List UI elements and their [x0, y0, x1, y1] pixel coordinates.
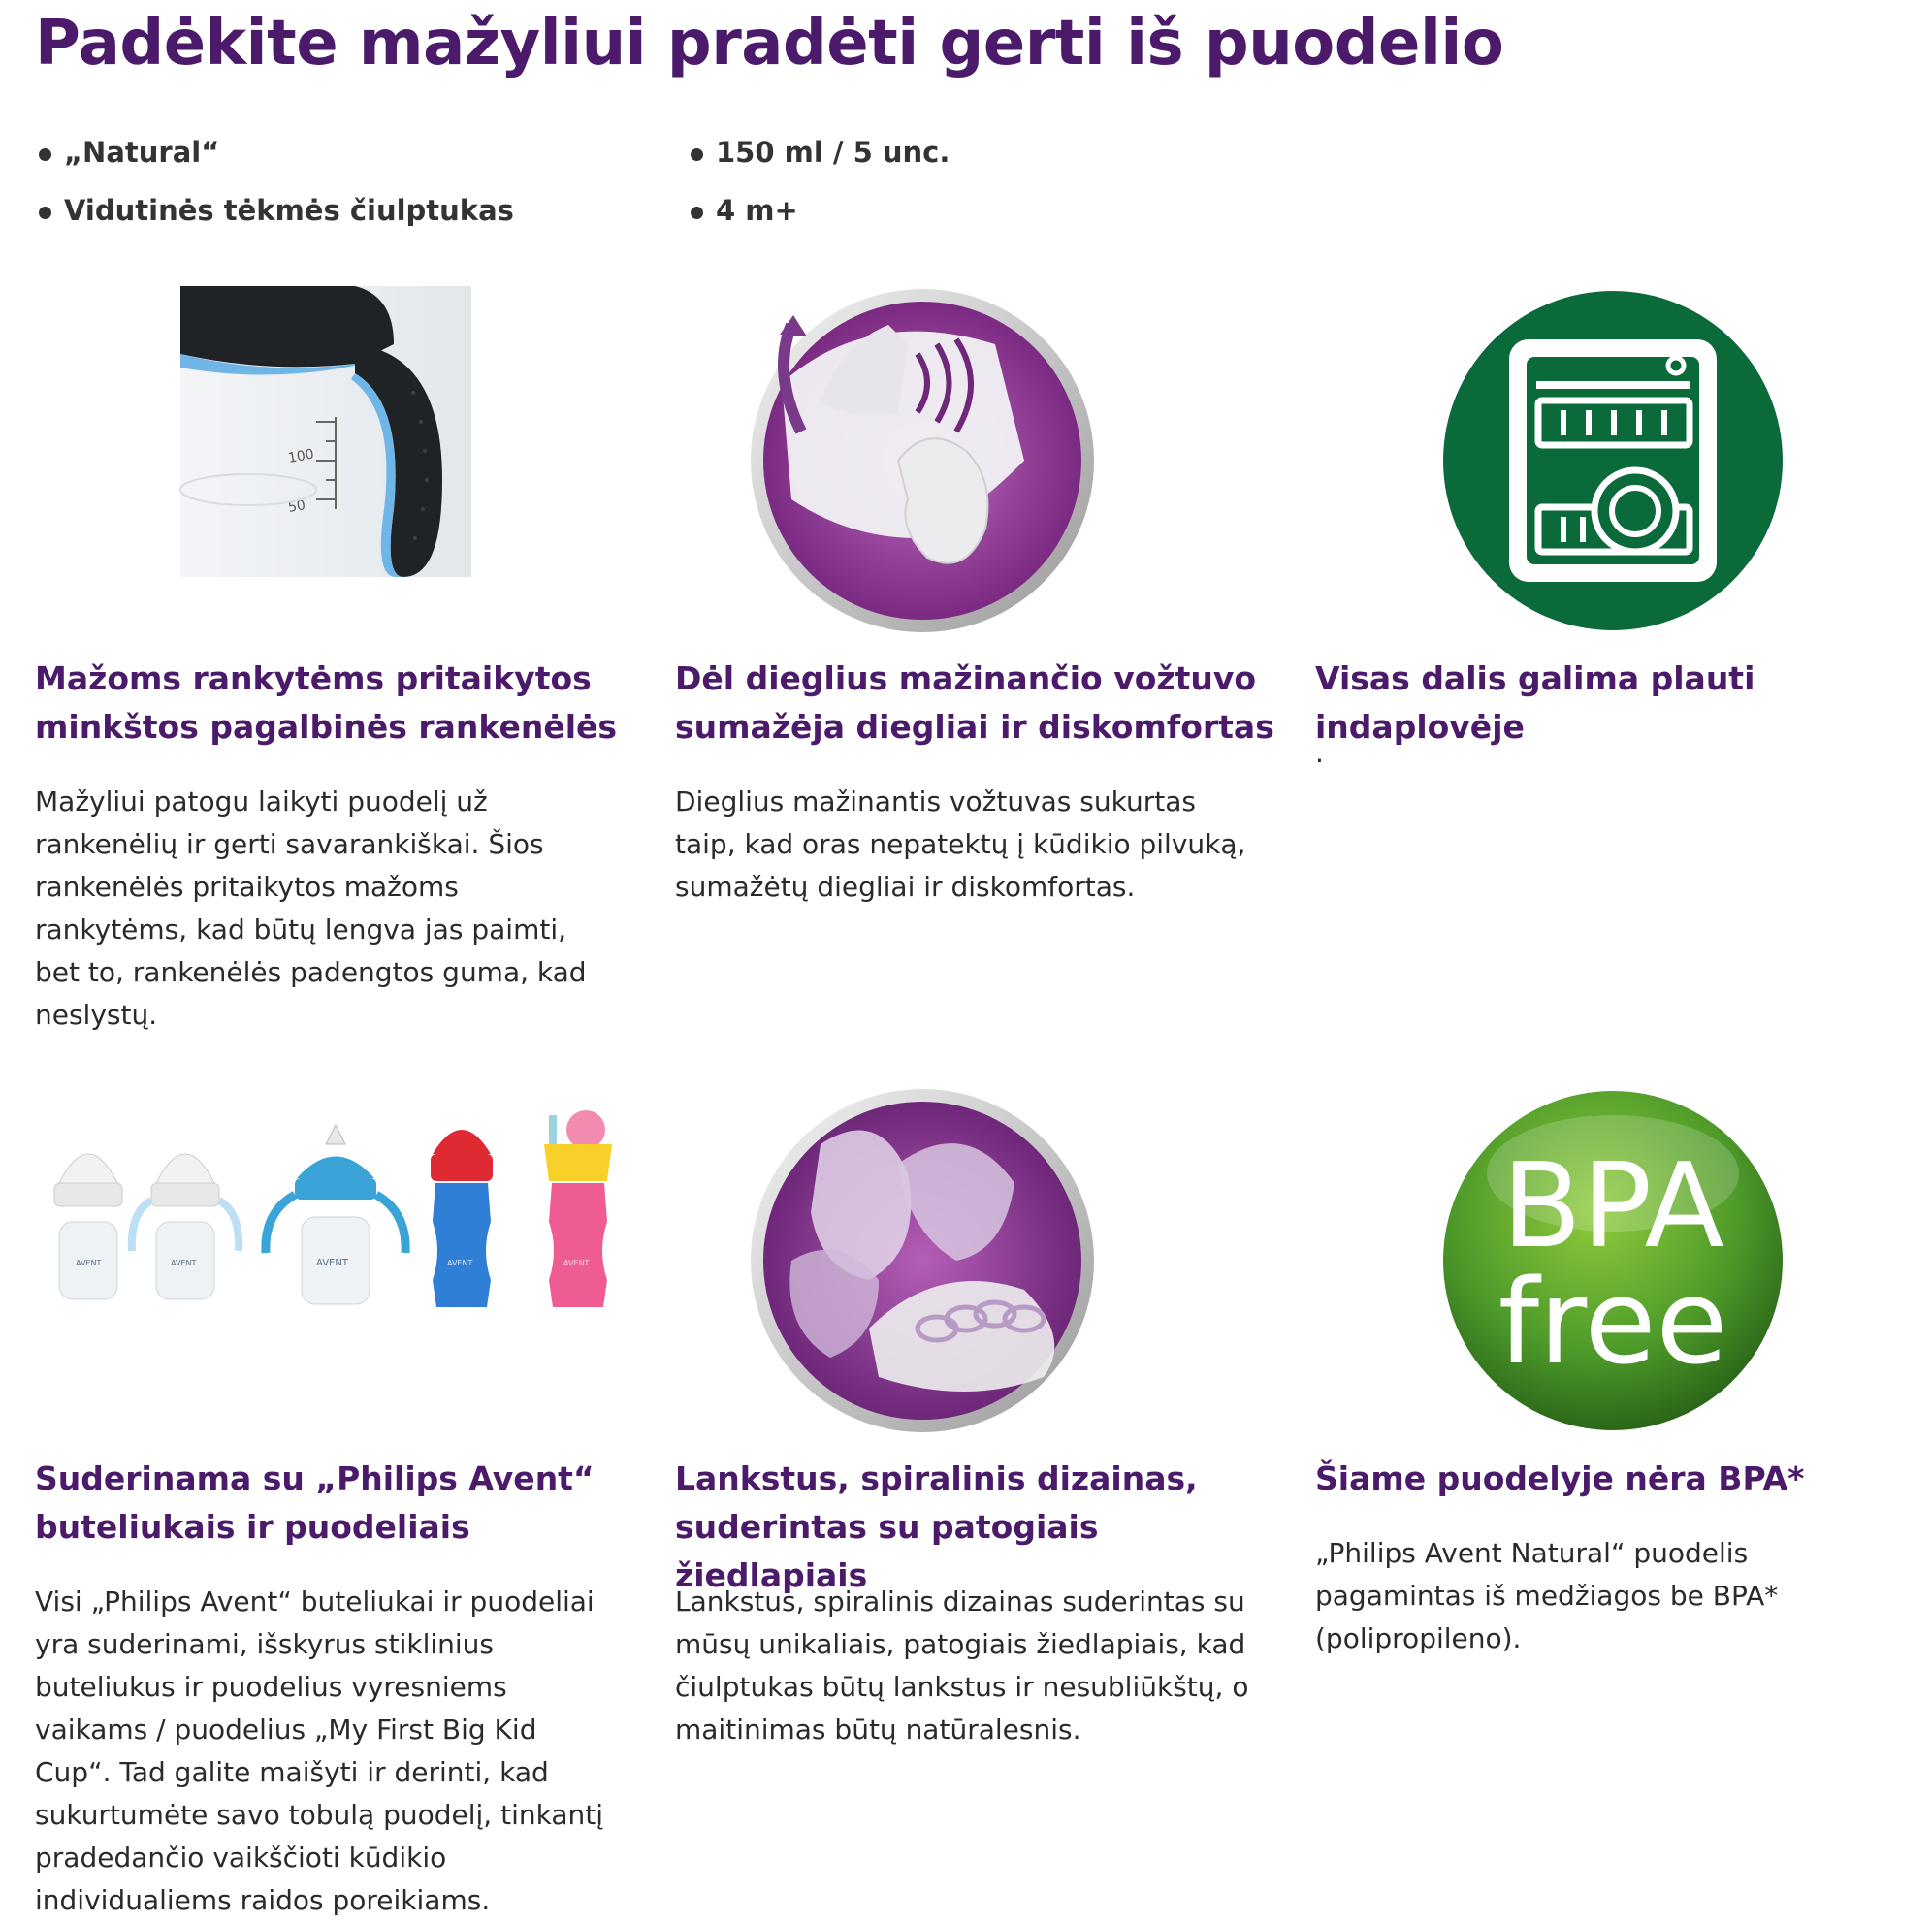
feature-description: Lankstus, spiralinis dizainas suderintas su mūsų unikaliais, patogiais žiedlapiais, kad čiulptukas būtų lankstus ir nesubliūkštų, o maitinimas būtų natūralesnis.	[675, 1586, 1249, 1746]
spec-item: 150 ml / 5 unc.	[687, 136, 950, 169]
spec-list	[35, 136, 1393, 252]
feature-description: Visi „Philips Avent“ buteliukai ir puodeliai yra suderinami, išskyrus stiklinius buteliukus ir puodelius vyresniems vaikams / puodelius „My First Big Kid Cup“. Tad galite maišyti ir derinti, kad sukurtumėte savo tobulą puodelį, tinkantį pradedančio vaikščioti kūdikio individualiems raidos poreikiams.	[35, 1586, 603, 1916]
dishwasher-icon	[1315, 286, 1926, 635]
badge-line-1: BPA	[1501, 1139, 1724, 1274]
feature-heading: Lankstus, spiralinis dizainas, suderintas su patogiais žiedlapiais	[675, 1459, 1198, 1594]
spec-item: „Natural“	[35, 136, 219, 169]
feature-description: Dieglius mažinantis vožtuvas sukurtas taip, kad oras nepatektų į kūdikio pilvuką, sumažėtų diegliai ir diskomfortas.	[675, 785, 1246, 903]
feature-description: „Philips Avent Natural“ puodelis pagamintas iš medžiagos be BPA* (polipropileno).	[1315, 1537, 1779, 1654]
page-title: Padėkite mažyliui pradėti gerti iš puodelio	[35, 8, 1504, 80]
measure-label: 100	[286, 446, 316, 466]
feature-description: Mažyliui patogu laikyti puodelį už rankenėlių ir gerti savarankiškai. Šios rankenėlės pritaikytos mažoms rankytėms, kad būtų lengva jas paimti, bet to, rankenėlės padengtos guma, kad neslystų.	[35, 785, 587, 1031]
badge-line-2: free	[1497, 1256, 1728, 1391]
feature-card-valve	[675, 286, 1286, 1023]
feature-description: .	[1315, 737, 1324, 769]
feature-card-bpa-free	[1315, 1086, 1926, 1881]
feature-heading: Visas dalis galima plauti indaplovėje	[1315, 659, 1755, 746]
spiral-petals-icon	[675, 1086, 1286, 1435]
cup-handle-photo	[35, 286, 646, 635]
anti-colic-valve-icon	[675, 286, 1286, 635]
feature-heading: Šiame puodelyje nėra BPA*	[1315, 1459, 1805, 1497]
measure-label: 50	[286, 497, 307, 516]
feature-card-handles	[35, 286, 646, 1031]
feature-heading: Suderinama su „Philips Avent“ buteliukais ir puodeliais	[35, 1459, 595, 1546]
feature-card-compatibility	[35, 1086, 646, 1916]
brand-label: AVENT	[447, 1259, 473, 1267]
feature-heading: Dėl dieglius mažinančio vožtuvo sumažėja diegliai ir diskomfortas	[675, 659, 1274, 746]
brand-label: AVENT	[316, 1258, 348, 1268]
brand-label: AVENT	[76, 1259, 102, 1267]
feature-card-dishwasher	[1315, 286, 1926, 1023]
spec-item: 4 m+	[687, 194, 798, 227]
brand-label: AVENT	[564, 1259, 590, 1267]
feature-card-spiral	[675, 1086, 1286, 1881]
bottles-cups-photo	[35, 1086, 646, 1435]
brand-label: AVENT	[171, 1259, 197, 1267]
spec-item: Vidutinės tėkmės čiulptukas	[35, 194, 514, 227]
feature-heading: Mažoms rankytėms pritaikytos minkštos pagalbinės rankenėlės	[35, 659, 618, 746]
bpa-free-badge	[1315, 1086, 1926, 1435]
